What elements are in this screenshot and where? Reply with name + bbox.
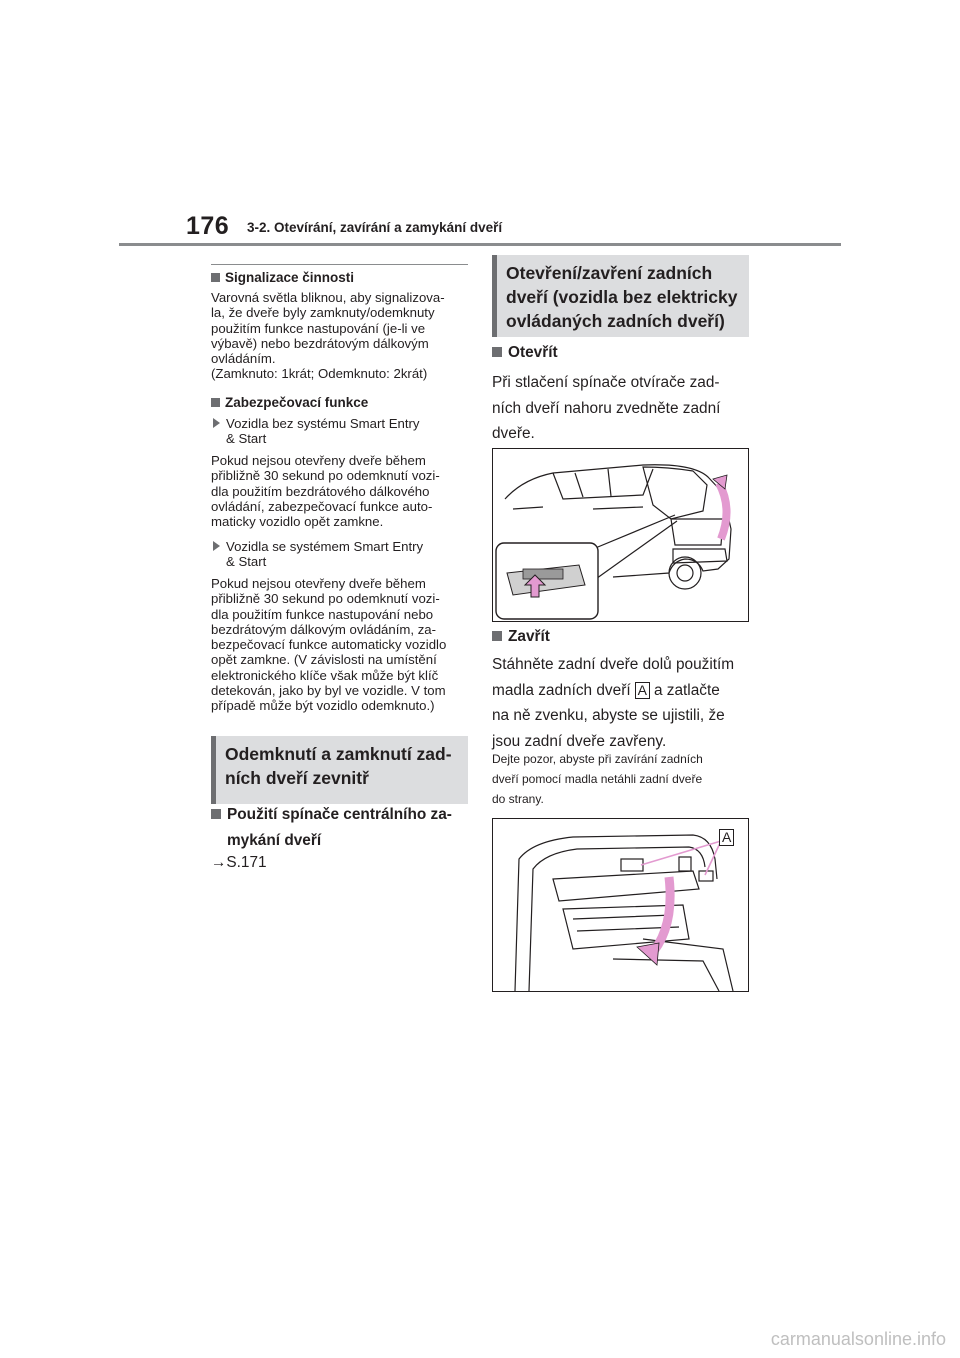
square-bullet-icon [211, 809, 221, 819]
variant-no-smart-entry-text: Pokud nejsou otevřeny dveře během přibližně 30 sekund po odemknutí vozi- dla použitím bezdrátového dálkového ovládání, zabezpečovací funkce auto- maticky vozidlo opět zamkne. [211, 453, 440, 530]
triangle-bullet-icon [213, 418, 220, 428]
triangle-bullet-icon [213, 541, 220, 551]
variant-smart-entry: Vozidla se systémem Smart Entry & Start [213, 539, 468, 570]
square-bullet-icon [492, 631, 502, 641]
page-reference-link[interactable]: →S.171 [211, 854, 267, 871]
label-a-badge: A [635, 682, 650, 699]
open-heading: Otevřít [492, 340, 558, 366]
suv-rear-illustration [493, 449, 748, 621]
caution-note: Dejte pozor, abyste při zavírání zadních dveří pomocí madla netáhli zadní dveře do strany. [492, 752, 703, 806]
open-paragraph: Při stlačení spínače otvírače zad- ních dveří nahoru zvedněte zadní dveře. [492, 374, 721, 442]
variant-no-smart-entry: Vozidla bez systému Smart Entry & Start [213, 416, 468, 447]
watermark: carmanualsonline.info [770, 1329, 946, 1349]
close-paragraph: Stáhněte zadní dveře dolů použitím madla zadních dveří A a zatlačte na ně zvenku, abyste se ujistili, že jsou zadní dveře zavřeny. [492, 656, 735, 750]
figure-open-tailgate [492, 448, 749, 622]
square-bullet-icon [211, 398, 220, 407]
signal-heading: Signalizace činnosti [211, 270, 354, 285]
section-heading-interior-tailgate: Odemknutí a zamknutí zad- ních dveří zevnitř [211, 736, 468, 804]
security-heading: Zabezpečovací funkce [211, 395, 368, 410]
column-rule [211, 264, 468, 265]
chapter-title: 3-2. Otevírání, zavírání a zamykání dveří [247, 220, 503, 235]
lift-arrow-icon [719, 483, 727, 539]
central-lock-heading: Použití spínače centrálního za- mykání dveří [211, 802, 473, 853]
signal-paragraph: Varovná světla bliknou, aby signalizova- la, že dveře byly zamknuty/odemknuty použitím funkce nastupování (je-li ve výbavě) nebo bezdrátovým dálkovým ovládáním. (Zamknuto: 1krát; Odemknuto: 2krát) [211, 290, 445, 382]
page-number: 176 [186, 212, 230, 240]
tailgate-interior-illustration [493, 819, 748, 991]
header-rule [119, 243, 841, 246]
figure-label-a: A [719, 829, 734, 846]
square-bullet-icon [492, 347, 502, 357]
square-bullet-icon [211, 273, 220, 282]
inset-switch-detail [496, 543, 598, 619]
section-heading-tailgate: Otevření/zavření zadních dveří (vozidla bez elektricky ovládaných zadních dveří) [492, 255, 749, 337]
variant-smart-entry-text: Pokud nejsou otevřeny dveře během přibližně 30 sekund po odemknutí vozi- dla použitím funkce nastupování nebo bezdrátovým dálkovým ovládáním, za- bezpečovací funkce automaticky vozidlo opět zamkne. (V závislosti na umístění elektronického klíče však může být klíč detekován, jako by byl ve vozidle. V tom případě může být vozidlo odemknuto.) [211, 576, 447, 714]
figure-close-tailgate [492, 818, 749, 992]
close-heading: Zavřít [492, 624, 550, 650]
